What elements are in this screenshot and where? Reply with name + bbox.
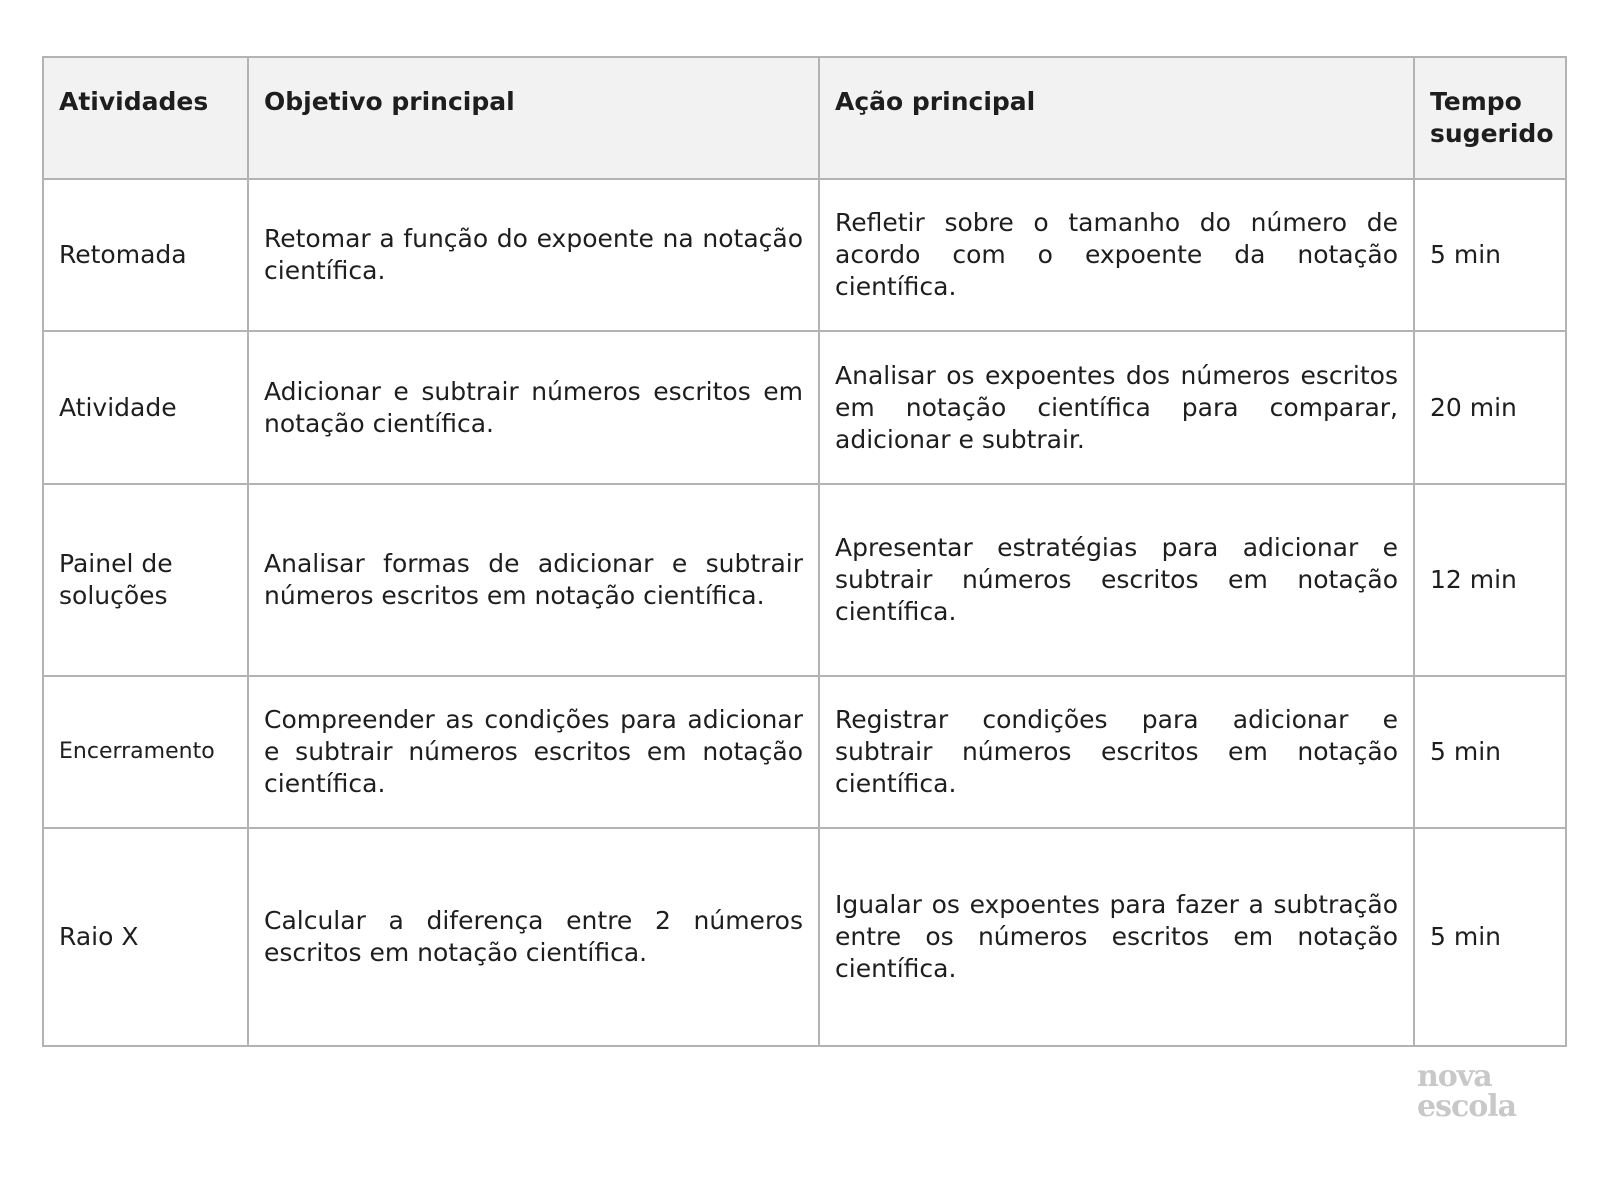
cell-atividade: Raio X: [43, 828, 248, 1046]
nova-escola-logo: [1417, 1059, 1557, 1124]
cell-acao: Registrar condições para adicionar e subtrair números escritos em notação científica.: [819, 676, 1414, 828]
cell-acao: Analisar os expoentes dos números escritos em notação científica para comparar, adicionar e subtrair.: [819, 331, 1414, 484]
table-header: [43, 57, 1566, 179]
cell-objetivo: Analisar formas de adicionar e subtrair números escritos em notação científica.: [248, 484, 819, 676]
cell-atividade: Retomada: [43, 179, 248, 331]
header-row: [43, 57, 1566, 179]
cell-acao: Apresentar estratégias para adicionar e subtrair números escritos em notação científica.: [819, 484, 1414, 676]
cell-objetivo: Calcular a diferença entre 2 números escritos em notação científica.: [248, 828, 819, 1046]
table-row: [43, 828, 1566, 1046]
cell-objetivo: Compreender as condições para adicionar e subtrair números escritos em notação científica.: [248, 676, 819, 828]
cell-acao: Igualar os expoentes para fazer a subtração entre os números escritos em notação científica.: [819, 828, 1414, 1046]
cell-atividade: Atividade: [43, 331, 248, 484]
cell-acao: Refletir sobre o tamanho do número de acordo com o expoente da notação científica.: [819, 179, 1414, 331]
header-atividades: Atividades: [43, 57, 248, 179]
cell-tempo: 12 min: [1414, 484, 1566, 676]
cell-objetivo: Adicionar e subtrair números escritos em notação científica.: [248, 331, 819, 484]
cell-atividade: Encerramento: [43, 676, 248, 828]
table-row: [43, 484, 1566, 676]
table-body: [43, 179, 1566, 1046]
cell-tempo: 20 min: [1414, 331, 1566, 484]
header-tempo: Tempo sugerido: [1414, 57, 1566, 179]
header-acao: Ação principal: [819, 57, 1414, 179]
header-objetivo: Objetivo principal: [248, 57, 819, 179]
cell-objetivo: Retomar a função do expoente na notação científica.: [248, 179, 819, 331]
activity-plan-table: [42, 56, 1567, 1047]
cell-tempo: 5 min: [1414, 179, 1566, 331]
cell-atividade: Painel de soluções: [43, 484, 248, 676]
cell-tempo: 5 min: [1414, 676, 1566, 828]
logo-line-escola: escola: [1417, 1089, 1517, 1124]
cell-tempo: 5 min: [1414, 828, 1566, 1046]
table-row: [43, 331, 1566, 484]
table-row: [43, 676, 1566, 828]
table-row: [43, 179, 1566, 331]
logo-line-nova: nova: [1417, 1059, 1492, 1094]
